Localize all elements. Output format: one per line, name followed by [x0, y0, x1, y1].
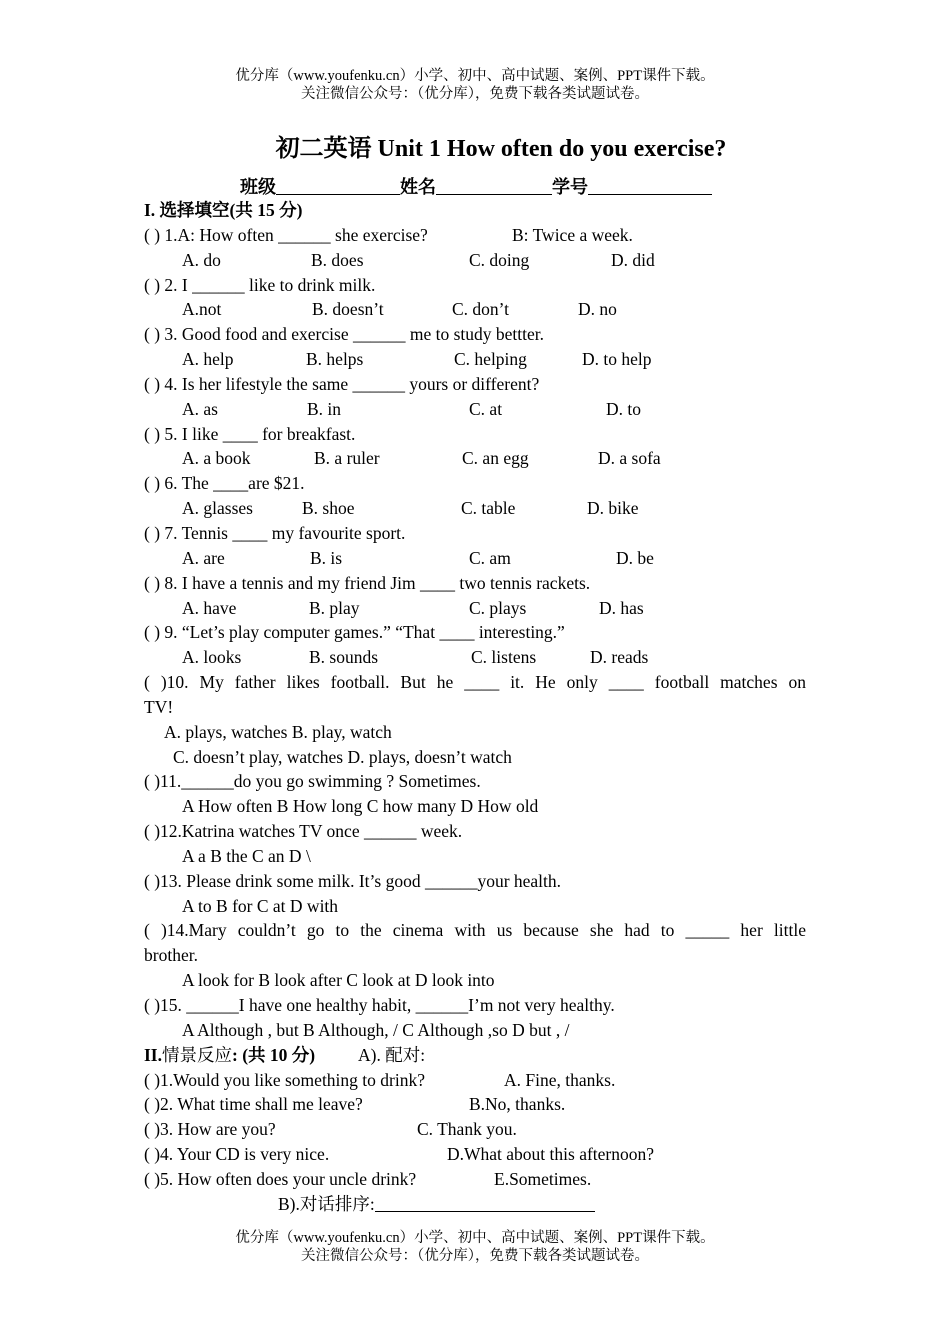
option-c[interactable]: C. at [469, 398, 503, 419]
name-label: 姓名 [400, 177, 436, 197]
question-13: ( )13. Please drink some milk. It’s good ______your health. [144, 870, 562, 891]
options-10-line-2[interactable]: C. doesn’t play, watches D. plays, doesn’t watch [173, 746, 512, 767]
option-d[interactable]: D. a sofa [598, 448, 661, 469]
match-answer: A. Fine, thanks. [504, 1069, 616, 1090]
question-10: ( )10. My father likes football. But he ____ it. He only ____ football matches on [144, 672, 806, 693]
section2-part-b [144, 1192, 806, 1217]
question-9: ( ) 9. “Let’s play computer games.” “That ____ interesting.” [144, 622, 565, 643]
options-1 [144, 248, 806, 273]
question-14-cont: brother. [144, 945, 198, 966]
question-14: ( )14.Mary couldn’t go to the cinema with us because she had to _____ her little [144, 920, 806, 941]
options-15[interactable]: A Although , but B Although, / C Although ,so D but , / [182, 1019, 570, 1040]
option-b[interactable]: B. in [307, 398, 342, 419]
option-b[interactable]: B. play [309, 597, 360, 618]
options-10-line-1[interactable]: A. plays, watches B. play, watch [164, 721, 392, 742]
header-line-1: 优分库（www.youfenku.cn）小学、初中、高中试题、案例、PPT课件下载。 [235, 68, 715, 84]
option-c[interactable]: C. doing [469, 249, 530, 270]
class-blank[interactable] [276, 174, 400, 195]
exam-body [144, 198, 806, 1217]
option-c[interactable]: C. don’t [452, 299, 510, 320]
section2-number: II. [144, 1044, 162, 1065]
option-a[interactable]: A.not [182, 299, 222, 320]
header-line-2: 关注微信公众号：（优分库），免费下载各类试题试卷。 [301, 86, 649, 102]
part-b-label: B).对话排序: [278, 1193, 375, 1214]
number-label: 学号 [552, 177, 588, 197]
question-2: ( ) 2. I ______ like to drink milk. [144, 274, 376, 295]
options-11[interactable]: A How often B How long C how many D How old [182, 796, 539, 817]
option-b[interactable]: B. helps [306, 349, 364, 370]
options-9 [144, 645, 806, 670]
page-header [0, 67, 950, 103]
question-5: ( ) 5. I like ____ for breakfast. [144, 423, 356, 444]
option-b[interactable]: B. sounds [309, 647, 379, 668]
options-14[interactable]: A look for B look after C look at D look into [182, 970, 495, 991]
student-info-line [240, 174, 712, 200]
part-b-blank[interactable] [375, 1193, 595, 1212]
option-b[interactable]: B. a ruler [314, 448, 380, 469]
match-item-5 [144, 1167, 806, 1192]
page-footer [0, 1229, 950, 1265]
option-d[interactable]: D. no [578, 299, 617, 320]
footer-line-1: 优分库（www.youfenku.cn）小学、初中、高中试题、案例、PPT课件下载。 [235, 1230, 715, 1246]
section2-score: : (共 10 分) [232, 1044, 316, 1065]
option-a[interactable]: A. glasses [182, 498, 253, 519]
option-c[interactable]: C. an egg [462, 448, 529, 469]
match-item-2 [144, 1092, 806, 1117]
option-b[interactable]: B. is [310, 547, 343, 568]
match-item-3 [144, 1117, 806, 1142]
match-question: ( )3. How are you? [144, 1119, 276, 1140]
option-b[interactable]: B. shoe [302, 498, 355, 519]
question-1 [144, 223, 806, 248]
match-question: ( )2. What time shall me leave? [144, 1094, 363, 1115]
option-d[interactable]: D. reads [590, 647, 649, 668]
option-a[interactable]: A. a book [182, 448, 251, 469]
options-6 [144, 496, 806, 521]
option-d[interactable]: D. has [599, 597, 644, 618]
options-2 [144, 297, 806, 322]
option-c[interactable]: C. table [461, 498, 516, 519]
options-8 [144, 596, 806, 621]
option-d[interactable]: D. to [606, 398, 641, 419]
option-c[interactable]: C. am [469, 547, 511, 568]
section2-heading [144, 1043, 806, 1068]
question-3: ( ) 3. Good food and exercise ______ me to study bettter. [144, 324, 544, 345]
class-label: 班级 [240, 177, 276, 197]
section1-heading: I. 选择填空(共 15 分) [144, 200, 303, 220]
option-a[interactable]: A. do [182, 249, 221, 270]
options-3 [144, 347, 806, 372]
option-d[interactable]: D. did [611, 249, 655, 270]
footer-line-2: 关注微信公众号：（优分库），免费下载各类试题试卷。 [301, 1248, 649, 1264]
page-title: 初二英语 Unit 1 How often do you exercise? [275, 136, 727, 162]
match-question: ( )1.Would you like something to drink? [144, 1069, 425, 1090]
match-item-1 [144, 1068, 806, 1093]
option-c[interactable]: C. listens [471, 647, 537, 668]
option-a[interactable]: A. as [182, 398, 218, 419]
match-answer: B.No, thanks. [469, 1094, 566, 1115]
option-d[interactable]: D. be [616, 547, 654, 568]
option-d[interactable]: D. to help [582, 349, 652, 370]
question-12: ( )12.Katrina watches TV once ______ week. [144, 821, 463, 842]
match-answer: D.What about this afternoon? [447, 1144, 655, 1165]
question-4: ( ) 4. Is her lifestyle the same ______ yours or different? [144, 373, 540, 394]
option-a[interactable]: A. help [182, 349, 234, 370]
question-extra: B: Twice a week. [512, 224, 633, 245]
number-blank[interactable] [588, 174, 712, 195]
option-b[interactable]: B. does [311, 249, 364, 270]
options-7 [144, 546, 806, 571]
option-a[interactable]: A. have [182, 597, 237, 618]
option-c[interactable]: C. helping [454, 349, 527, 370]
match-question: ( )5. How often does your uncle drink? [144, 1168, 417, 1189]
option-a[interactable]: A. looks [182, 647, 242, 668]
question-6: ( ) 6. The ____are $21. [144, 473, 305, 494]
option-d[interactable]: D. bike [587, 498, 639, 519]
question-10-cont: TV! [144, 696, 174, 717]
match-item-4 [144, 1142, 806, 1167]
option-a[interactable]: A. are [182, 547, 225, 568]
question-11: ( )11.______do you go swimming ? Sometimes. [144, 771, 481, 792]
question-7: ( ) 7. Tennis ____ my favourite sport. [144, 522, 406, 543]
match-question: ( )4. Your CD is very nice. [144, 1144, 330, 1165]
section2-title: 情景反应 [162, 1044, 232, 1065]
question-8: ( ) 8. I have a tennis and my friend Jim ____ two tennis rackets. [144, 572, 591, 593]
option-b[interactable]: B. doesn’t [312, 299, 384, 320]
match-answer: E.Sometimes. [494, 1168, 592, 1189]
name-blank[interactable] [436, 174, 552, 195]
options-4 [144, 397, 806, 422]
options-12[interactable]: A a B the C an D \ [182, 845, 311, 866]
options-13[interactable]: A to B for C at D with [182, 895, 339, 916]
section2-part-a: A). 配对: [358, 1044, 426, 1065]
question-15: ( )15. ______I have one healthy habit, ______I’m not very healthy. [144, 995, 615, 1015]
match-answer: C. Thank you. [417, 1119, 517, 1140]
question-stem: ( ) 1.A: How often ______ she exercise? [144, 224, 428, 245]
options-5 [144, 446, 806, 471]
option-c[interactable]: C. plays [469, 597, 527, 618]
